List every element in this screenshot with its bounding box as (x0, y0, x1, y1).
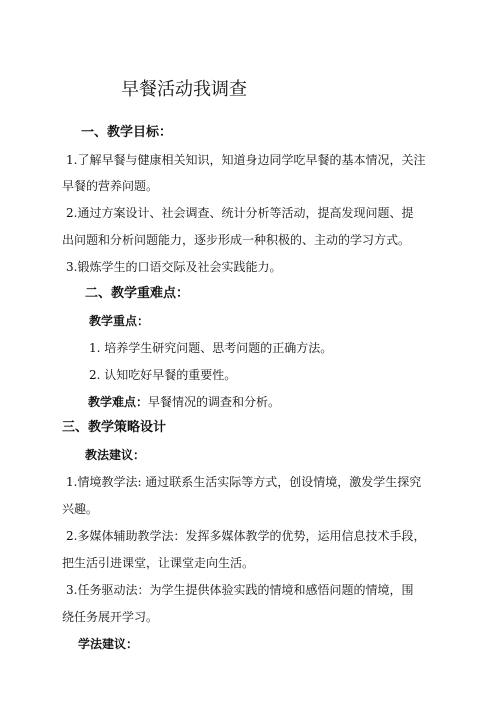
objective-1-line-1: 1.了解早餐与健康相关知识，知道身边同学吃早餐的基本情况，关注 (66, 153, 426, 167)
teaching-method-heading: 教法建议： (85, 448, 146, 462)
objective-1-line-2: 早餐的营养问题。 (62, 179, 159, 193)
difficulty-line (88, 394, 280, 410)
section-heading-key-points: 二、教学重难点： (85, 286, 190, 301)
objective-3: 3.锻炼学生的口语交际及社会实践能力。 (66, 260, 282, 274)
objective-2-line-1: 2.通过方案设计、社会调查、统计分析等活动，提高发现问题、提 (66, 206, 414, 220)
method-2-line-1: 2.多媒体辅助教学法：发挥多媒体教学的优势，运用信息技术手段， (66, 529, 426, 543)
difficulty-text: 早餐情况的调查和分析。 (148, 395, 281, 409)
difficulty-label: 教学难点： (88, 395, 149, 409)
learning-method-heading: 学法建议： (78, 637, 139, 651)
document-title: 早餐活动我调查 (121, 79, 247, 100)
method-2-line-2: 把生活引进课堂，让课堂走向生活。 (62, 556, 255, 570)
section-heading-objectives: 一、教学目标： (81, 125, 173, 140)
key-points-heading: 教学重点： (89, 314, 150, 328)
method-3-line-2: 绕任务展开学习。 (62, 610, 159, 624)
key-point-1: 1. 培养学生研究问题、思考问题的正确方法。 (89, 341, 333, 355)
objective-2-line-2: 出问题和分析问题能力，逐步形成一种积极的、主动的学习方式。 (62, 233, 411, 247)
section-heading-strategy: 三、教学策略设计 (62, 420, 167, 435)
key-point-2: 2. 认知吃好早餐的重要性。 (89, 368, 237, 382)
method-1-line-1: 1.情境教学法: 通过联系生活实际等方式，创设情境，激发学生探究 (66, 475, 422, 489)
method-1-line-2: 兴趣。 (62, 502, 99, 516)
method-3-line-1: 3.任务驱动法：为学生提供体验实践的情境和感悟问题的情境，围 (66, 583, 414, 597)
